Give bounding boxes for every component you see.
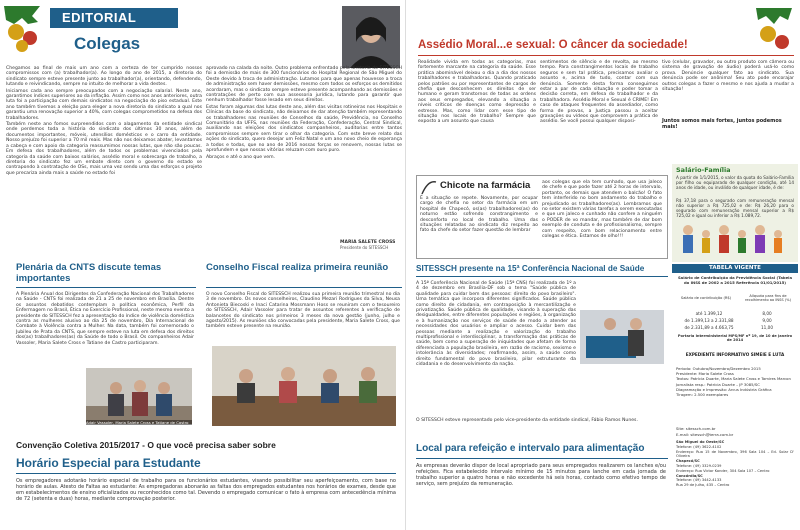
editorial-paragraph: Chegamos ao final de mais um ano com a certeza de ter cumprido nossos compromissos com (a) trabalhador(a). Ao longo do ano de 2015, a diretoria do sindicato sempre esteve presente junto ao trabalhador(a), orientando, defendendo, lutando e reivindicando, sempre no intuito de melhorar a vida destes. — [6, 66, 202, 88]
tabela-header-a: Salário de contribuição (R$) — [680, 296, 732, 300]
chicote-title: Chicote na farmácia — [440, 180, 531, 191]
assedio-highlight: Juntos somos mais fortes, juntos podemos mais! — [662, 118, 782, 130]
tabela-header-b: Alíquota para fins de recolhimento ao INSS (%) — [744, 294, 791, 302]
tabela-range: de 1.399,13 a 2.331,88 — [684, 318, 734, 323]
editorial-title: Colegas — [74, 34, 141, 53]
refeicao-rule — [416, 458, 668, 459]
cnts-title: Plenária da CNTS discute temas importantes — [16, 262, 162, 284]
editorial-label: EDITORIAL — [62, 10, 137, 25]
tabela-rate: 8,00 — [762, 311, 772, 316]
editorial-paragraph: aprovado na calada da noite. Outro problema enfrentado pela diretoria do SITESSCH foi a demissão de mais de 300 funcionários do Hospital Regional de São Miguel do Oeste devido à troca de administração. Lutamos para que apenas houvesse a troca de administração sem haver demissões, mesmo com todos os esforços os demitidos acordaram, mas o sindicato sempre esteve presente acompanhando as demissões e contratações de perto com sua assessoria jurídica, lutando para garantir que nenhum trabalhador fosse lesado em seus direitos. — [206, 66, 402, 104]
contact-line: Endereço: Rua Victor Konder, 304 Sala 107 – Centro — [676, 468, 770, 473]
assedio-title: Assédio Moral...e sexual: O câncer da sociedade! — [418, 39, 688, 51]
conselho-rule — [206, 287, 402, 288]
cnts-body: A Plenária Anual dos Dirigentes da Confederação Nacional dos Trabalhadores na Saúde - CNTS foi realizada de 21 a 25 de novembro em Brasília. Dentre os assuntos debatidos contemplam a política econômica, Perfil da Enfermagem no Brasil, Ética no Exercício Profissional, neste mesmo evento a presidente do SITESSCH fez a apresentação do índice de violência doméstica contra as mulheres alusivo ao dia 25 de novembro, Dia Internacional de Combate à Violência contra a Mulher. Na data, também foi comemorado o Jubileu de Prata da CNTS, que sempre esteve na luta em defesa dos direitos dos(as) trabalhadores(as) da Saúde de todo o Brasil. Os companheiros Adair Vassoler, Maria Salete Cross e Tatiane de Castro participaram. — [16, 292, 194, 346]
editorial-signature-name: MARIA SALETE CROSS — [340, 240, 396, 245]
expediente-title: EXPEDIENTE INFORMATIVO SIMEIE E LUTA — [685, 352, 785, 357]
tabela-label: TABELA VIGENTE — [709, 265, 761, 271]
assedio-col-1: Realidade vivida em todas as categorias, mas fortemente marcante na categoria da saúde. Esse prática abominável deixou o dia a dia dos nossos trabalhadores e trabalhadoras. Quando praticado pelos patrões ou por representantes de cargos de chefia que desconhecem os direitos de ser humano e geram transtornos de todas as ordens aos seus empregados, elevando a situação a níveis críticos de doenças como depressão e estresse. Mas, como lidar com esse tipo de situação nos locais de trabalho? Sempre que exposto a um assunto que causa — [418, 60, 536, 125]
contact-line: Telefone: (49) 3442-4133 — [676, 478, 722, 483]
assedio-col-2: sentimentos de silêncio e de revolta, ao mesmo tempo. Para constrangimentos locais de trabalho seguros e sem tal prática, precisamos avaliar o assunto e, acima de tudo, contar com sua denúncia. Somente desta forma conseguimos estar a par de cada situação e poder tomar a decisão correta, em defesa do trabalhador e da trabalhadora. Assédio Moral e Sexual é CRIME! Em caso de ataques frequentes do assediador, como forma de provas, a Justiça passou a aceitar gravações ou vídeos que comprovem a prática de assédio. Se você possui qualquer disposi- — [540, 60, 658, 125]
tabela-range: de 2.331,89 a 4.663,75 — [684, 325, 734, 330]
family-illustration-icon — [676, 222, 794, 260]
editorial-signature-role: Presidente do SITESSCH — [340, 245, 389, 250]
expediente-line: Jornalista resp.: Patrícia Duarte – JP 3085/SC — [676, 381, 760, 387]
tabela-row — [676, 318, 796, 323]
convencao-title: Horário Especial para Estudante — [16, 456, 201, 470]
expediente-line: Diagramação e Impressão: Arcus Indústria Gráfica — [676, 386, 772, 392]
christmas-ornament-icon — [752, 4, 796, 56]
whip-icon — [420, 178, 438, 196]
cnts-rule — [16, 287, 196, 288]
salario-body-2: R$ 37,18 para o segurado com remuneração mensal não superior a R$ 725,02 e de: R$ 26,20 para o segurado com remuneração mensal superior a R$ 725,02 e igual ou inferior a R$ 1.089,72. — [676, 198, 794, 218]
editorial-paragraph: Também neste ano fomos surpreendidos com o alagamento da entidade sindical onde perdemos toda a história do sindicato dos últimos 30 anos, além de documentos importantes, móveis, utensílios domésticos e o carro da entidade. Nosso prejuízo foi superior a 70 mil reais. Mas não nos deixamos abater, levantamos a cabeça e com apoio da categoria reassumimos nossas lutas, que não são poucas. Em defesa dos trabalhadores, além de todos os problemas vivenciados pela categoria da saúde com baixos salários, assédio moral e sobrecarga de trabalho, a diretoria do sindicato fez um embate direto com o governo do estado se contrapondo à contratação de OSs, mais uma vez sendo uma das esforços o projeto que precariza ainda mais a saúde no estado foi — [6, 122, 202, 176]
tabela-row — [676, 325, 796, 330]
expediente-line: Textos: Patrícia Duarte, Maria Salete Cross e Tamires Marcon — [676, 376, 791, 382]
salario-title: Salário-Família — [676, 166, 731, 174]
christmas-decoration-icon — [2, 2, 44, 54]
editorial-paragraph: Abraços e até o ano que vem. — [206, 154, 276, 160]
conferencia-closing: O SITESSCH esteve representado pelo vice-presidente da entidade sindical, Fábio Ramos Nunes. — [416, 418, 638, 423]
chicote-col-2: aos colegas que ela tem cunhado, que usa jaleco de chefe e que pode fazer até 2 horas de intervalo, portanto, os demais que atendem o balcão! O fato tem interferido no bom andamento do trabalho e prejudicado os trabalhadores(as). Lembramos que no setor existem várias tarefas a serem executadas e que um jaleco e cunhado não confere a ninguém o PODER de vo mandar, mas também de dar bom exemplo de conduta e de profissionalismo, sempre com respeito, com bom relacionamento entre colegas e ética. Estamos de olho!!! — [542, 180, 662, 240]
expediente-lines — [676, 366, 794, 397]
cnts-photo — [86, 368, 192, 424]
contact-line: Chapecó/SC — [676, 459, 700, 464]
conferencia-body: A 15ª Conferência Nacional de Saúde (15ª CNS) foi realizada de 1º a 4 de dezembro em Brasília-DF sob o tema "Saúde pública de qualidade para cuidar bem das pessoas: direito do povo brasileiro". Uma temática que incorpora diferentes significados. Saúde pública como direito de cidadania, em contraposição à mercantilização e privatização. Saúde pública de qualidade, visando à superação das desigualdades, entre diferentes populações e regiões, à organização e à humanização nos serviços de saúde de modo a atender as necessidades dos usuários e ampliar o acesso. Cuidar bem das pessoas mediante a realização e valorização do trabalho multiprofissional e interdisciplinar, a transformação das práticas de saúde, bem como a superação de iniquidades que afetam de forma diferenciada a população brasileira, em razão de racismo, sexismo e intolerância às diversidades; reafirmando, assim, a saúde como direito fundamental do povo brasileiro, pilar estruturante da cidadania e do desenvolvimento da nação. — [416, 281, 576, 368]
contact-line: Endereço: Rua 15 de Novembro, 396 Sala 104 – Ed. Solar D' Oliveira — [676, 449, 794, 459]
contact-line: Concórdia/SC — [676, 473, 703, 478]
convencao-rule — [16, 473, 396, 474]
contact-line: Rua 29 de Julho, 435 – Centro — [676, 483, 730, 488]
editorial-column-1 — [6, 66, 202, 177]
conselho-body: O novo Conselho Fiscal do SITESSCH realizou sua primeira reunião trimestral no dia 3 de novembro. Os novos conselheiros, Claudino Mezari Rodrigues da Silva, Neusa Antonieta Biecoski e Inaci Catarina Mossmann Hoss se reuniram com o tesoureiro do SITESSCH, Adair Vassoler para tratar de assuntos referentes à verificação de balancetes do sindicato nos primeiros 3 meses da nova gestão (junho, julho e agosto/2015). As reuniões são convocadas pela presidente, Maria Salete Cross, que também esteve presente na reunião. — [206, 292, 400, 330]
tabela-range: até 1.399,12 — [695, 311, 723, 316]
expediente-line: Tiragem: 2.500 exemplares — [676, 392, 729, 398]
editorial-banner — [50, 8, 178, 28]
chicote-col-1: É a situação se repete. Novamente, por ocupar cargo de chefia no setor da farmácia em um hospital de Chapecó, os(as) trabalhadores(as) do noturno estão sofrendo constrangimento e desconforto no local de trabalho. Uma das situações relatadas ao sindicato diz respeito ao fato da chefe do setor fazer questão de lembrar — [420, 196, 538, 234]
contact-line: Telefone: (49) 3329-0239 — [676, 463, 722, 468]
tabela-rate: 9,00 — [762, 318, 772, 323]
conferencia-title: SITESSCH presente na 15ª Conferência Nacional de Saúde — [416, 264, 645, 273]
president-photo — [342, 6, 400, 68]
refeicao-title: Local para refeição e intervalo para alimentação — [416, 443, 645, 454]
refeicao-body: As empresas deverão dispor de local apropriado para seus empregados realizarem os lanches e/ou refeições. Fica estabelecido intervalo mínimo de 15 minutos para lanche em cada jornada de trabalho superior a quatro horas e não excedente há seis horas, contado como efetivo tempo de serviço, sem prejuízo da remuneração. — [416, 463, 666, 487]
expediente-site[interactable]: Site: sitessch.com.br — [676, 426, 716, 431]
conferencia-rule — [416, 276, 668, 277]
contact-line: São Miguel do Oeste/SC — [676, 440, 725, 444]
contact-line: Telefone: (49) 3622-4102 — [676, 444, 722, 449]
expediente-contacts — [676, 440, 794, 488]
page-gutter — [405, 0, 406, 530]
conferencia-photo — [580, 310, 664, 364]
editorial-paragraph: Estas foram algumas das lutas deste ano, além das visitas rotineiras nos Hospitais e Clínicas da base do sindicato, não deixamos de dar atenção também representando os trabalhadores nas reuniões de Conselhos da saúde, Previdência, no Conselho Comunitário da UFFS, nas reuniões da Federação, Confederação, Central Sindical, auxiliando nas eleições dos sindicatos companheiros, auditorias entre tantos compromissos sempre sem tirar o olhar da categoria. Com este breve relato das ações do sindicato, quero desejar um Feliz Natal e um ano novo cheio de esperança a todos e todas, que no ano de 2016 nossas forças se renovem, nossas lutas se aprofundem e que nossas vitórias reluzam com ouro puro. — [206, 104, 402, 154]
conselho-photo — [212, 346, 396, 426]
expediente-line: Periodo: Outubro/Novembro/Dezembro 2015 — [676, 366, 761, 371]
cnts-caption: Adair Vassoler, Maria Salete Cross e Tatiane de Castro — [86, 420, 192, 425]
conselho-title: Conselho Fiscal realiza primeira reunião — [206, 262, 389, 273]
assedio-rule — [418, 55, 794, 56]
editorial-column-2 — [206, 66, 402, 161]
tabela-subtitle: Salário de Contribuição da Previdência Social (Tabela do INSS de 2002 a 2015 Referência 01/01/2015) — [677, 275, 793, 285]
editorial-paragraph: Iniciamos cada ano sempre preocupados com a negociação salarial. Neste ano, garantimos índices superiores ao da inflação. Assim como nos anos anteriores, outra luta foi a participação com demais sindicatos na negociação do piso estadual. Este ano também tivemos a eleição para eleger a nova diretoria do sindicato a qual nos garantiu uma renovação superior a 40%, com colegas comprometidos na defesa dos trabalhadores. — [6, 88, 202, 121]
tabela-row — [676, 311, 796, 316]
expediente-email[interactable]: E-mail: sitessch@terra.com.br — [676, 432, 734, 437]
convencao-kicker: Convenção Coletiva 2015/2017 - O que você precisa saber sobre — [16, 440, 276, 450]
expediente-line: Presidente: Maria Salete Cross — [676, 371, 734, 377]
tabela-rate: 11,00 — [761, 325, 773, 330]
assedio-col-3: tivo (celular, gravador, ou outro produto com câmera ou sistema de gravação de áudio) poderá usá-lo como prova. Denúncie qualquer fato ao sindicato. Sua denúncia pode ser anônima! Seu ato pode encorajar outros colegas a fazer o mesmo e nos ajuda a mudar a situação! — [662, 60, 794, 93]
tabela-note: Portaria Interministerial MPS/MF nº 19, de 10 de janeiro de 2014 — [677, 334, 793, 342]
salario-body: A partir de 1/1/2015, o valor da quota do Salário-Família por filho ou equiparado de qualquer condição, até 14 anos de idade, ou inválido de qualquer idade, é de: — [676, 175, 794, 190]
convencao-body: Os empregadores adotarão horário especial de trabalho para os funcionários estudantes, visando possibilitar seu aperfeiçoamento, com base no horário de aulas. Atesto de Faltas ao estudante: As empregadoras abonarão as faltas dos empregados estudantes nos horários de exames, desde que em estabelecimentos de ensino oficializados ou reconhecidos como tal. Devendo o empregado comunicar o fato à empresa com antecedência mínima de 72 (setenta e duas) horas, mediante comprovação posterior. — [16, 478, 396, 502]
